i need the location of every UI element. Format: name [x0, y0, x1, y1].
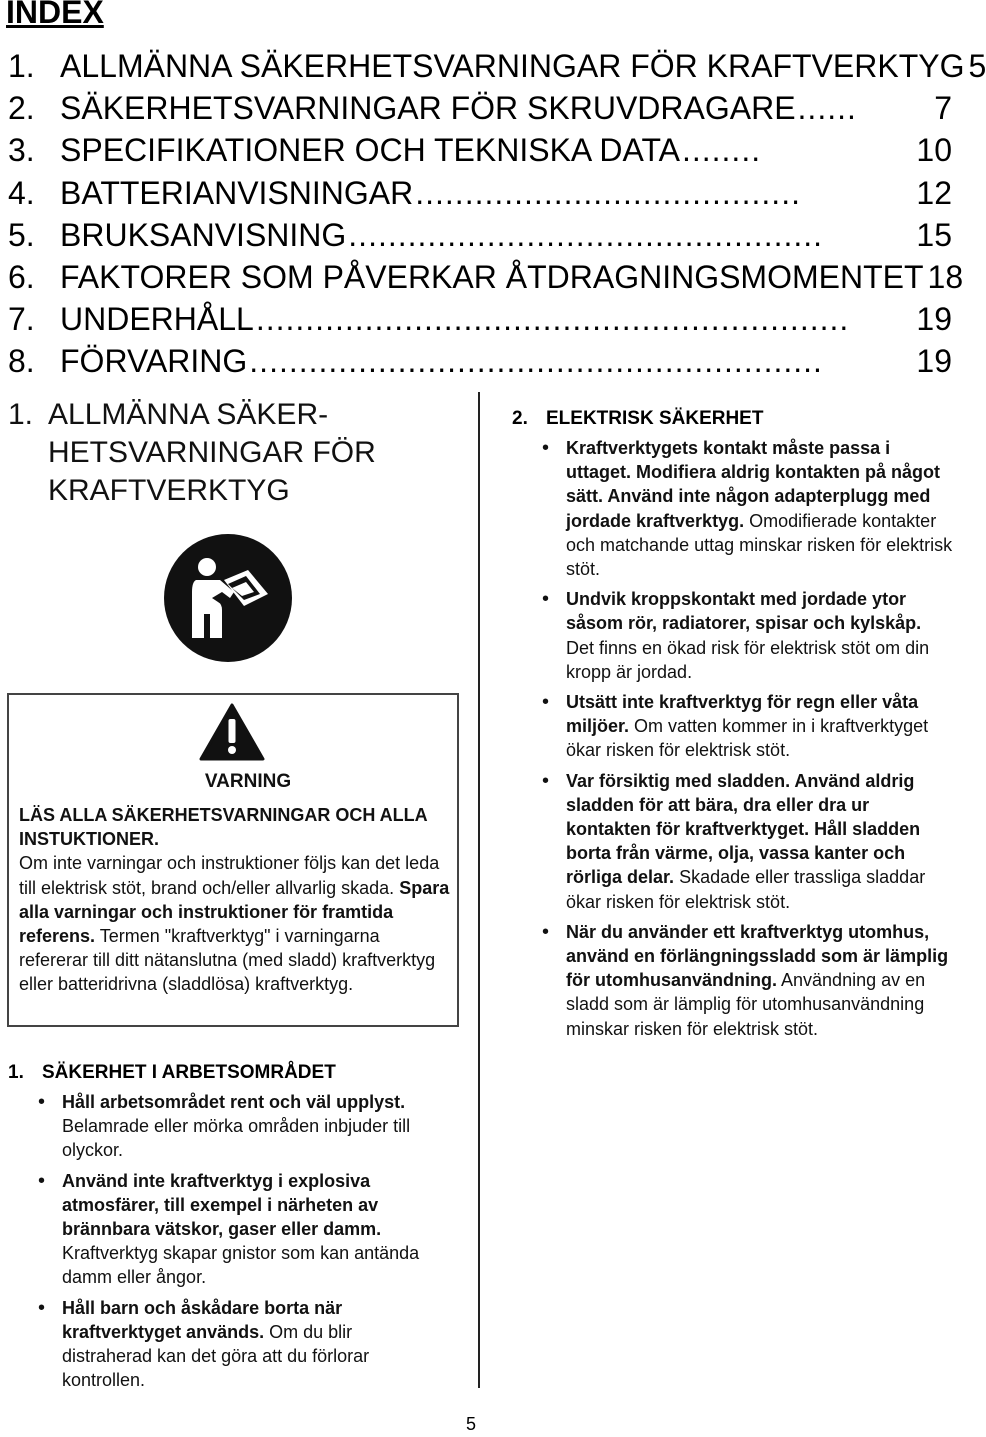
toc-number: 6. — [8, 258, 35, 295]
toc-entry[interactable] — [8, 90, 952, 132]
list-item — [36, 1169, 436, 1290]
toc-title: SPECIFIKATIONER OCH TEKNISKA DATA — [60, 132, 680, 169]
toc-entry[interactable] — [8, 343, 952, 385]
list-item — [36, 1090, 436, 1163]
toc-leader: ........ — [681, 132, 762, 169]
subsection-title: SÄKERHET I ARBETSOMRÅDET — [42, 1062, 336, 1083]
warning-label: VARNING — [204, 771, 292, 792]
section-number: 1. — [8, 398, 34, 431]
toc-leader: ................................................ — [348, 216, 824, 253]
list-item — [540, 587, 954, 684]
list-item-text: Användning av en sladd som är lämplig för utomhusanvändning minskar risken för elektrisk stöt. — [566, 970, 926, 1039]
toc-page: 5 — [968, 48, 986, 84]
section-title-line: ALLMÄNNA SÄKER- — [48, 398, 329, 431]
list-item-bold: När du använder ett kraftverktyg utomhus, använd en förlängningssladd som är lämplig för utomhusanvändning. — [566, 921, 949, 991]
warning-triangle-icon — [199, 703, 265, 761]
electrical-list — [540, 436, 954, 1047]
read-manual-icon — [164, 534, 292, 662]
index-heading: INDEX — [6, 0, 104, 30]
list-item-text: Om vatten kommer in i kraftverktyget ökar risken för elektrisk stöt. — [566, 716, 929, 761]
toc-page: 19 — [916, 343, 952, 380]
list-item-bold: Använd inte kraftverktyg i explosiva atmosfärer, till exempel i närheten av brännbara vätskor, gaser eller damm. — [62, 1170, 382, 1240]
toc-page: 7 — [934, 90, 952, 127]
subsection-number: 2. — [512, 408, 528, 429]
section-title-line: HETSVARNINGAR FÖR — [48, 436, 376, 469]
subsection-title: ELEKTRISK SÄKERHET — [546, 408, 764, 429]
page-number: 5 — [466, 1414, 477, 1434]
toc-page: 15 — [916, 216, 952, 253]
work-area-list — [36, 1090, 436, 1398]
list-item-bold: Utsätt inte kraftverktyg för regn eller våta miljöer. — [566, 692, 919, 737]
toc-leader: ...... — [797, 90, 857, 127]
toc-title: ALLMÄNNA SÄKERHETSVARNINGAR FÖR KRAFTVERKTYG — [60, 48, 965, 84]
toc-page: 18 — [927, 258, 964, 295]
warning-text — [19, 803, 451, 997]
list-item-text: Det finns en ökad risk för elektrisk stöt om din kropp är jordad. — [566, 637, 930, 682]
list-item-bold: Håll arbetsområdet rent och väl upplyst. — [62, 1092, 406, 1112]
list-item-text: Om du blir distraherad kan det göra att du förlorar kontrollen. — [62, 1321, 370, 1391]
toc-number: 5. — [8, 216, 35, 253]
list-item — [540, 920, 954, 1041]
toc-leader: ............................................................ — [255, 301, 850, 338]
toc-entry[interactable] — [8, 301, 952, 343]
toc-entry[interactable] — [8, 175, 952, 217]
toc-number: 2. — [8, 90, 35, 127]
list-item-bold: Håll barn och åskådare borta när kraftverktyget används. — [62, 1297, 343, 1342]
list-item-bold: Kraftverktygets kontakt måste passa i uttaget. Modifiera aldrig kontakten på något sätt. Använd inte någon adapterplugg med jordade kraftverktyg. — [566, 438, 941, 531]
list-item-text: Omodifierade kontakter och matchande uttag minskar risken för elektrisk stöt. — [566, 510, 953, 580]
list-item-text: Kraftverktyg skapar gnistor som kan antända damm eller ångor. — [62, 1243, 420, 1288]
list-item — [540, 436, 954, 581]
list-item-text: Skadade eller trassliga sladdar ökar risken för elektrisk stöt. — [566, 867, 926, 912]
toc-entry[interactable] — [8, 217, 952, 259]
subsection-heading — [8, 1062, 336, 1084]
toc-number: 3. — [8, 132, 35, 169]
subsection-heading — [512, 408, 763, 430]
toc-page: 19 — [916, 301, 952, 338]
warning-body: Om inte varningar och instruktioner följs kan det leda till elektrisk stöt, brand och/eller allvarlig skada. — [19, 853, 440, 898]
subsection-number: 1. — [8, 1062, 24, 1083]
warning-heading: LÄS ALLA SÄKERHETSVARNINGAR OCH ALLA INSTUKTIONER. — [19, 805, 427, 850]
toc-entry[interactable] — [8, 258, 964, 301]
toc-title: FÖRVARING — [60, 343, 248, 380]
toc-title: BRUKSANVISNING — [60, 216, 347, 253]
toc-page: 10 — [916, 132, 952, 169]
list-item-bold: Undvik kroppskontakt med jordade ytor såsom rör, radiatorer, spisar och kylskåp. — [566, 589, 922, 634]
toc-number: 1. — [8, 48, 35, 84]
toc-leader: ....................................... — [415, 174, 801, 211]
list-item — [36, 1296, 436, 1393]
toc-title: BATTERIANVISNINGAR — [60, 174, 414, 211]
warning-body-bold: Spara alla varningar och instruktioner för framtida referens. — [19, 877, 450, 947]
toc-number: 8. — [8, 343, 35, 380]
list-item — [540, 690, 954, 763]
section-title-line: KRAFTVERKTYG — [48, 474, 290, 507]
list-item-bold: Var försiktig med sladden. Använd aldrig sladden för att bära, dra eller dra ur kontakten för kraftverktyget. Håll sladden borta från värme, olja, vassa kanter och rörliga delar. — [566, 770, 921, 888]
warning-box — [7, 693, 459, 1027]
toc-entry[interactable] — [8, 132, 952, 174]
list-item — [540, 769, 954, 914]
toc-entry[interactable] — [8, 48, 986, 90]
column-divider — [478, 392, 480, 1388]
toc-number: 7. — [8, 301, 35, 338]
toc-title: FAKTORER SOM PÅVERKAR ÅTDRAGNINGSMOMENTET — [60, 258, 924, 295]
section-title — [8, 396, 448, 510]
toc-title: UNDERHÅLL — [60, 301, 254, 338]
toc-page: 12 — [916, 174, 952, 211]
list-item-text: Belamrade eller mörka områden inbjuder till olyckor. — [62, 1116, 411, 1161]
warning-body: Termen "kraftverktyg" i varningarna refererar till ditt nätanslutna (med sladd) kraftverktyg eller batteridrivna (sladdlösa) kraftverktyg. — [19, 926, 436, 995]
table-of-contents — [8, 48, 986, 386]
toc-number: 4. — [8, 174, 35, 211]
toc-title: SÄKERHETSVARNINGAR FÖR SKRUVDRAGARE — [60, 90, 796, 127]
toc-leader: .......................................................... — [249, 343, 823, 380]
